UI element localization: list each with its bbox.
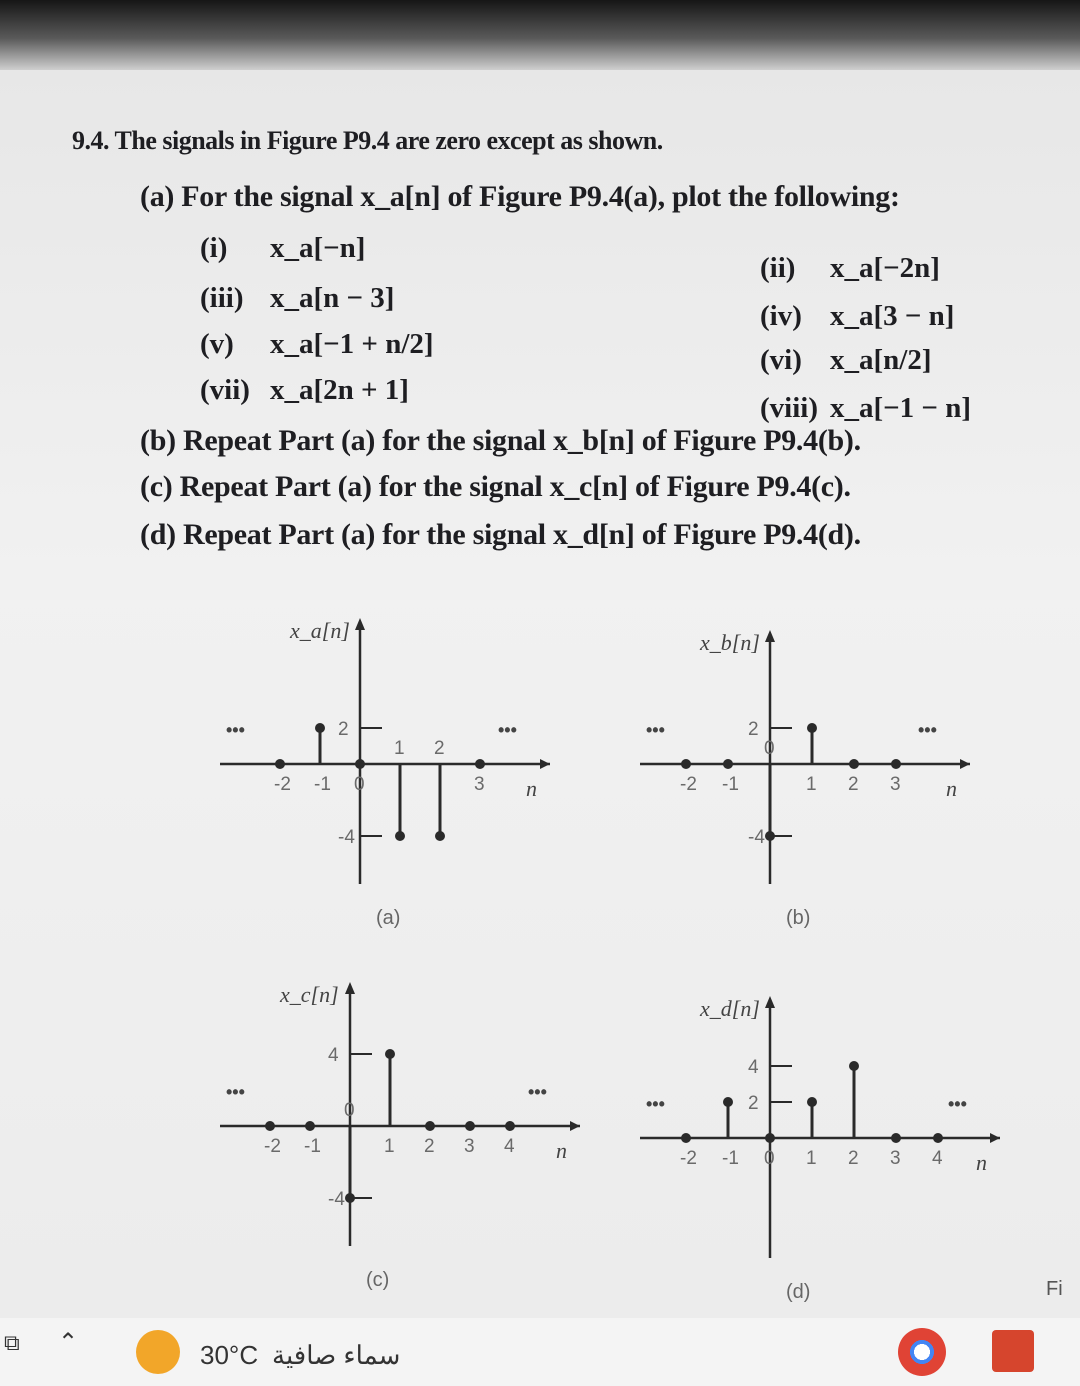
item-iv <box>760 300 954 333</box>
figure-caption: (a) <box>376 907 401 929</box>
y-axis-arrow <box>765 630 775 642</box>
x-tick-label: -1 <box>722 774 739 795</box>
continuation-right: ••• <box>528 1082 547 1102</box>
x-tick-label: -1 <box>304 1136 321 1157</box>
x-axis-label: n <box>526 776 537 801</box>
y-tick-label: 4 <box>328 1045 339 1066</box>
y-tick-label: 4 <box>748 1057 759 1078</box>
stem-point <box>681 759 691 769</box>
app-icon[interactable] <box>992 1330 1034 1372</box>
x-tick-label: 1 <box>384 1136 395 1157</box>
item-expr: x_a[−2n] <box>830 252 940 284</box>
x-axis-arrow <box>990 1133 1000 1143</box>
y-tick-label: -4 <box>328 1189 345 1210</box>
x-axis-label: n <box>976 1150 987 1175</box>
y-axis-label: x_c[n] <box>280 982 339 1007</box>
continuation-right: ••• <box>918 720 937 740</box>
continuation-left: ••• <box>226 1082 245 1102</box>
item-viii <box>760 392 971 425</box>
stem-point <box>355 759 365 769</box>
x-tick-label: 2 <box>848 1148 859 1169</box>
y-axis-arrow <box>355 618 365 630</box>
chart-d <box>630 990 1010 1310</box>
continuation-left: ••• <box>646 720 665 740</box>
item-expr: x_a[n − 3] <box>270 282 395 314</box>
stem-point <box>723 759 733 769</box>
item-num: (vi) <box>760 344 802 376</box>
x-tick-label: 2 <box>848 774 859 795</box>
stem-point <box>891 1133 901 1143</box>
figure-b <box>630 624 980 944</box>
stem-point <box>505 1121 515 1131</box>
item-ii <box>760 252 940 285</box>
x-tick-label: 3 <box>890 1148 901 1169</box>
item-expr: x_a[−n] <box>270 232 366 264</box>
stem-point <box>395 831 405 841</box>
stem-point <box>765 1133 775 1143</box>
stem-point <box>345 1193 355 1203</box>
x-tick-label: -2 <box>274 774 291 795</box>
part-d: (d) Repeat Part (a) for the signal x_d[n] of Figure P9.4(d). <box>140 518 861 551</box>
y-tick-label: 2 <box>338 719 349 740</box>
item-num: (iii) <box>200 282 244 314</box>
x-axis-arrow <box>570 1121 580 1131</box>
corner-text: Fi <box>1046 1278 1063 1300</box>
y-axis-arrow <box>345 982 355 994</box>
x-tick-label: 0 <box>354 774 365 795</box>
y-tick-label: 2 <box>748 719 759 740</box>
stem-point <box>305 1121 315 1131</box>
chart-b <box>630 624 980 944</box>
stem-point <box>807 723 817 733</box>
stem-point <box>681 1133 691 1143</box>
item-num: (vii) <box>200 374 250 406</box>
item-expr: x_a[−1 − n] <box>830 392 971 424</box>
item-num: (iv) <box>760 300 802 332</box>
item-num: (viii) <box>760 392 818 424</box>
stem-point <box>435 831 445 841</box>
item-v <box>200 328 434 361</box>
stem-point <box>933 1133 943 1143</box>
x-tick-label: 3 <box>464 1136 475 1157</box>
part-b: (b) Repeat Part (a) for the signal x_b[n] of Figure P9.4(b). <box>140 424 861 457</box>
problem-title: 9.4. The signals in Figure P9.4 are zero except as shown. <box>72 126 663 155</box>
item-expr: x_a[n/2] <box>830 344 932 376</box>
y-axis-label: x_b[n] <box>700 630 760 655</box>
stem-point <box>849 1061 859 1071</box>
stem-point <box>315 723 325 733</box>
x-tick-label: 1 <box>394 738 405 759</box>
continuation-left: ••• <box>646 1094 665 1114</box>
stem-point <box>465 1121 475 1131</box>
item-vii <box>200 374 409 407</box>
x-tick-label: 2 <box>424 1136 435 1157</box>
figure-caption: (c) <box>366 1269 390 1291</box>
x-tick-label: 2 <box>434 738 445 759</box>
item-expr: x_a[2n + 1] <box>270 374 409 406</box>
item-expr: x_a[3 − n] <box>830 300 955 332</box>
y-axis-label: x_a[n] <box>290 618 350 643</box>
weather-moon-icon[interactable] <box>136 1330 180 1374</box>
weather-text[interactable]: سماء صافية <box>272 1340 401 1370</box>
x-tick-label: 1 <box>806 1148 817 1169</box>
item-num: (v) <box>200 328 234 360</box>
continuation-right: ••• <box>948 1094 967 1114</box>
y-tick-label: 2 <box>748 1093 759 1114</box>
x-axis-arrow <box>540 759 550 769</box>
x-axis-label: n <box>556 1138 567 1163</box>
stem-point <box>891 759 901 769</box>
stem-point <box>265 1121 275 1131</box>
x-axis-label: n <box>946 776 957 801</box>
chart-a <box>210 612 560 932</box>
y-axis-arrow <box>765 996 775 1008</box>
window-icon[interactable]: ⧉ <box>4 1330 20 1355</box>
item-num: (ii) <box>760 252 796 284</box>
x-tick-label: -1 <box>314 774 331 795</box>
y-axis-label: x_d[n] <box>700 996 760 1021</box>
x-tick-label: 0 <box>764 738 775 759</box>
x-tick-label: 4 <box>504 1136 515 1157</box>
x-tick-label: -2 <box>680 1148 697 1169</box>
x-tick-label: -2 <box>264 1136 281 1157</box>
figure-caption: (b) <box>786 907 811 929</box>
item-expr: x_a[−1 + n/2] <box>270 328 434 360</box>
x-tick-label: 3 <box>474 774 485 795</box>
continuation-left: ••• <box>226 720 245 740</box>
item-iii <box>200 282 394 315</box>
chart-c <box>210 976 590 1296</box>
x-tick-label: -1 <box>722 1148 739 1169</box>
chrome-icon[interactable] <box>898 1328 946 1376</box>
screen-bezel <box>0 0 1080 70</box>
stem-point <box>765 831 775 841</box>
part-a: (a) For the signal x_a[n] of Figure P9.4(a), plot the following: <box>140 180 900 213</box>
weather-temp[interactable]: 30°C <box>200 1340 259 1370</box>
x-tick-label: 0 <box>764 1148 775 1169</box>
y-tick-label: -4 <box>338 827 355 848</box>
stem-point <box>723 1097 733 1107</box>
figure-d <box>630 990 1010 1310</box>
stem-point <box>475 759 485 769</box>
chevron-up-icon[interactable]: ⌃ <box>58 1329 79 1356</box>
x-axis-arrow <box>960 759 970 769</box>
y-tick-label: -4 <box>748 827 765 848</box>
stem-point <box>275 759 285 769</box>
stem-point <box>807 1097 817 1107</box>
continuation-right: ••• <box>498 720 517 740</box>
taskbar <box>0 1278 1080 1386</box>
x-tick-label: 1 <box>806 774 817 795</box>
x-tick-label: -2 <box>680 774 697 795</box>
figure-c <box>210 976 590 1296</box>
item-vi <box>760 344 932 377</box>
part-c: (c) Repeat Part (a) for the signal x_c[n] of Figure P9.4(c). <box>140 470 851 503</box>
figure-caption: (d) <box>786 1281 811 1303</box>
stem-point <box>385 1049 395 1059</box>
x-tick-label: 3 <box>890 774 901 795</box>
x-tick-label: 0 <box>344 1100 355 1121</box>
x-tick-label: 4 <box>932 1148 943 1169</box>
stem-point <box>425 1121 435 1131</box>
stem-point <box>849 759 859 769</box>
item-num: (i) <box>200 232 228 264</box>
item-i <box>200 232 365 265</box>
figure-a <box>210 612 560 932</box>
